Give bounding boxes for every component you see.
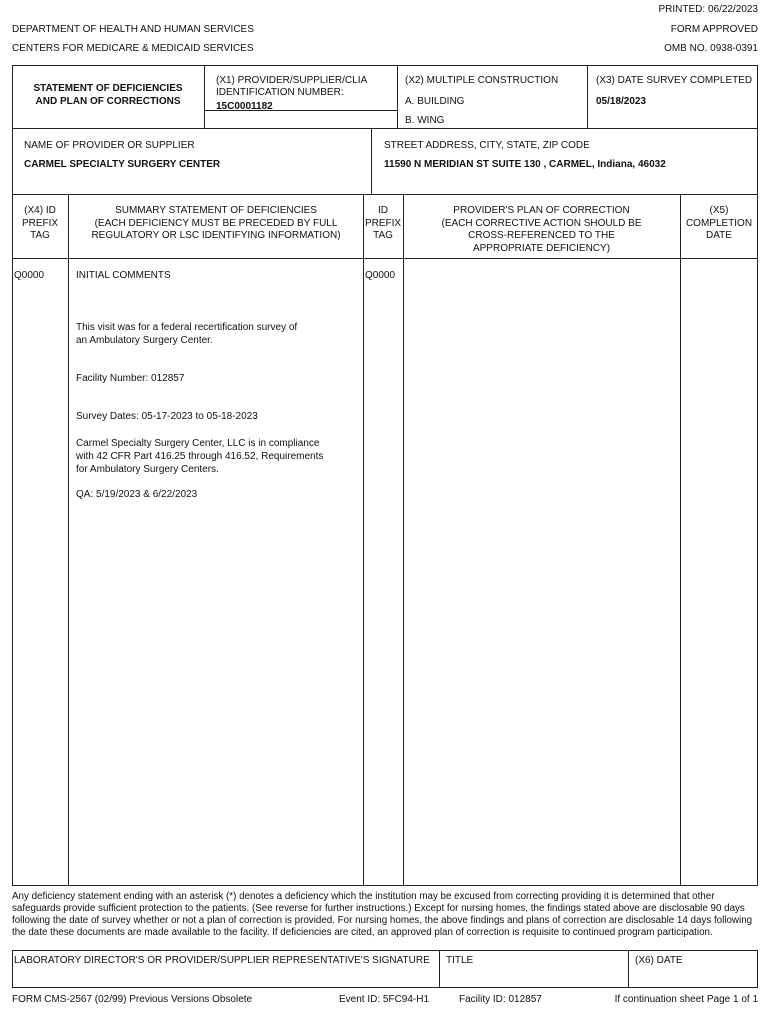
centers-name: CENTERS FOR MEDICARE & MEDICAID SERVICES [12, 43, 254, 54]
facility-id: Facility ID: 012857 [459, 994, 542, 1005]
prefix-tag-right: Q0000 [365, 270, 396, 281]
x6-date-label: (X6) DATE [635, 955, 683, 966]
plan-header: PROVIDER'S PLAN OF CORRECTION (EACH CORRECTIVE ACTION SHOULD BE CROSS-REFERENCED TO THE APPROPRIATE DEFICIENCY) [441, 205, 642, 254]
address-label: STREET ADDRESS, CITY, STATE, ZIP CODE [384, 140, 590, 151]
x1-value: 15C0001182 [216, 101, 273, 112]
summary-header: SUMMARY STATEMENT OF DEFICIENCIES (EACH DEFICIENCY MUST BE PRECEDED BY FULL REGULATORY OR LSC IDENTIFYING INFORMATION) [91, 205, 341, 241]
x3-label: (X3) DATE SURVEY COMPLETED [596, 75, 753, 86]
x2-label: (X2) MULTIPLE CONSTRUCTION [405, 75, 559, 86]
event-id: Event ID: 5FC94-H1 [339, 994, 430, 1005]
statement-title: STATEMENT OF DEFICIENCIES AND PLAN OF CORRECTIONS [33, 83, 183, 107]
x2-wing: B. WING [405, 115, 445, 126]
omb-number: OMB NO. 0938-0391 [664, 43, 758, 54]
facility-number: Facility Number: 012857 [76, 373, 185, 384]
prefix-tag-left: Q0000 [14, 270, 45, 281]
department-name: DEPARTMENT OF HEALTH AND HUMAN SERVICES [12, 24, 254, 35]
x1-label: (X1) PROVIDER/SUPPLIER/CLIA IDENTIFICATION NUMBER: [216, 75, 368, 98]
continuation-sheet: If continuation sheet Page 1 of 1 [614, 994, 758, 1005]
provider-name-value: CARMEL SPECIALTY SURGERY CENTER [24, 159, 221, 170]
title-label: TITLE [446, 955, 474, 966]
survey-dates: Survey Dates: 05-17-2023 to 05-18-2023 [76, 411, 258, 422]
provider-name-label: NAME OF PROVIDER OR SUPPLIER [24, 140, 195, 151]
form-id: FORM CMS-2567 (02/99) Previous Versions Obsolete [12, 994, 253, 1005]
x3-value: 05/18/2023 [596, 96, 647, 107]
initial-comments-heading: INITIAL COMMENTS [76, 270, 171, 281]
form-approved: FORM APPROVED [670, 24, 758, 35]
x4-header: (X4) ID PREFIX TAG [21, 205, 59, 241]
signature-label: LABORATORY DIRECTOR'S OR PROVIDER/SUPPLIER REPRESENTATIVE'S SIGNATURE [14, 955, 430, 966]
x2-building: A. BUILDING [405, 96, 465, 107]
printed-date: PRINTED: 06/22/2023 [658, 4, 758, 15]
x5-header: (X5) COMPLETION DATE [685, 205, 753, 241]
id-header: ID PREFIX TAG [364, 205, 402, 241]
disclaimer-text: Any deficiency statement ending with an asterisk (*) denotes a deficiency which the institution may be excused from correcting providing it is determined that other safeguards provide sufficient protection to the patients. (See reverse for further instructions.) Except for nursing homes, the findings stated above are disclosable 90 days following the date of survey whether or not a plan of correction is provided. For nursing homes, the above findings and plans of correction are disclosable 14 days following the date these documents are made available to the facility. If deficiencies are cited, an approved plan of correction is requisite to continued program participation. [12, 891, 753, 938]
survey-description: This visit was for a federal recertification survey of an Ambulatory Surgery Center. [76, 322, 298, 346]
qa-dates: QA: 5/19/2023 & 6/22/2023 [76, 489, 198, 500]
compliance-statement: Carmel Specialty Surgery Center, LLC is in compliance with 42 CFR Part 416.25 through 416.52, Requirements for Ambulatory Surgery Centers. [76, 438, 324, 475]
address-value: 11590 N MERIDIAN ST SUITE 130 , CARMEL, Indiana, 46032 [384, 159, 666, 170]
